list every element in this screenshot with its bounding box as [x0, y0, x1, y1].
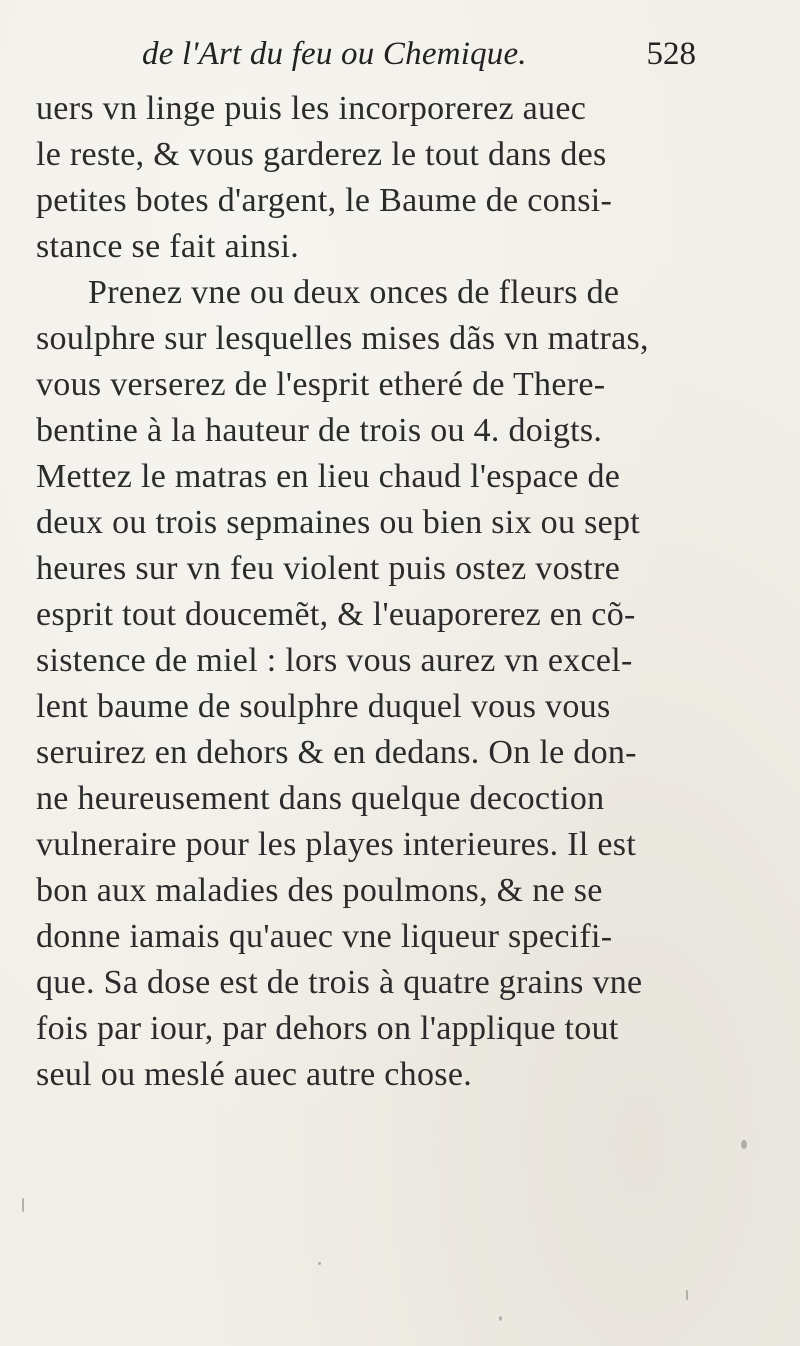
text-line: Prenez vne ou deux onces de fleurs de [88, 274, 620, 311]
text-line: bentine à la hauteur de trois ou 4. doigts. [36, 412, 603, 449]
running-title: de l'Art du feu ou Chemique. [142, 36, 527, 72]
paper-speck [741, 1140, 747, 1149]
text-line: le reste, & vous garderez le tout dans des [36, 136, 607, 173]
text-line: seruirez en dehors & en dedans. On le don- [36, 734, 637, 771]
body-text [36, 86, 776, 1098]
text-line: lent baume de soulphre duquel vous vous [36, 688, 611, 725]
text-line: petites botes d'argent, le Baume de consi- [36, 182, 613, 219]
text-line: esprit tout doucemẽt, & l'euaporerez en cõ- [36, 596, 636, 633]
text-line: uers vn linge puis les incorporerez auec [36, 90, 587, 127]
text-line: donne iamais qu'auec vne liqueur specifi- [36, 918, 613, 955]
paper-speck [22, 1198, 24, 1212]
page-header [128, 36, 696, 76]
text-line: vous verserez de l'esprit etheré de There- [36, 366, 606, 403]
paper-speck [686, 1290, 688, 1300]
text-line: ne heureusement dans quelque decoction [36, 780, 605, 817]
paper-speck [318, 1262, 321, 1265]
text-line: heures sur vn feu violent puis ostez vostre [36, 550, 621, 587]
text-line: vulneraire pour les playes interieures. Il est [36, 826, 637, 863]
text-line: soulphre sur lesquelles mises dãs vn matras, [36, 320, 649, 357]
page-number: 528 [646, 36, 696, 72]
text-line: que. Sa dose est de trois à quatre grains vne [36, 964, 643, 1001]
text-line: fois par iour, par dehors on l'applique tout [36, 1010, 619, 1047]
text-line: sistence de miel : lors vous aurez vn excel- [36, 642, 633, 679]
text-line: seul ou meslé auec autre chose. [36, 1056, 473, 1093]
text-line: deux ou trois sepmaines ou bien six ou sept [36, 504, 641, 541]
text-line: Mettez le matras en lieu chaud l'espace de [36, 458, 621, 495]
text-line: bon aux maladies des poulmons, & ne se [36, 872, 603, 909]
paper-speck [499, 1316, 502, 1321]
text-line: stance se fait ainsi. [36, 228, 300, 265]
